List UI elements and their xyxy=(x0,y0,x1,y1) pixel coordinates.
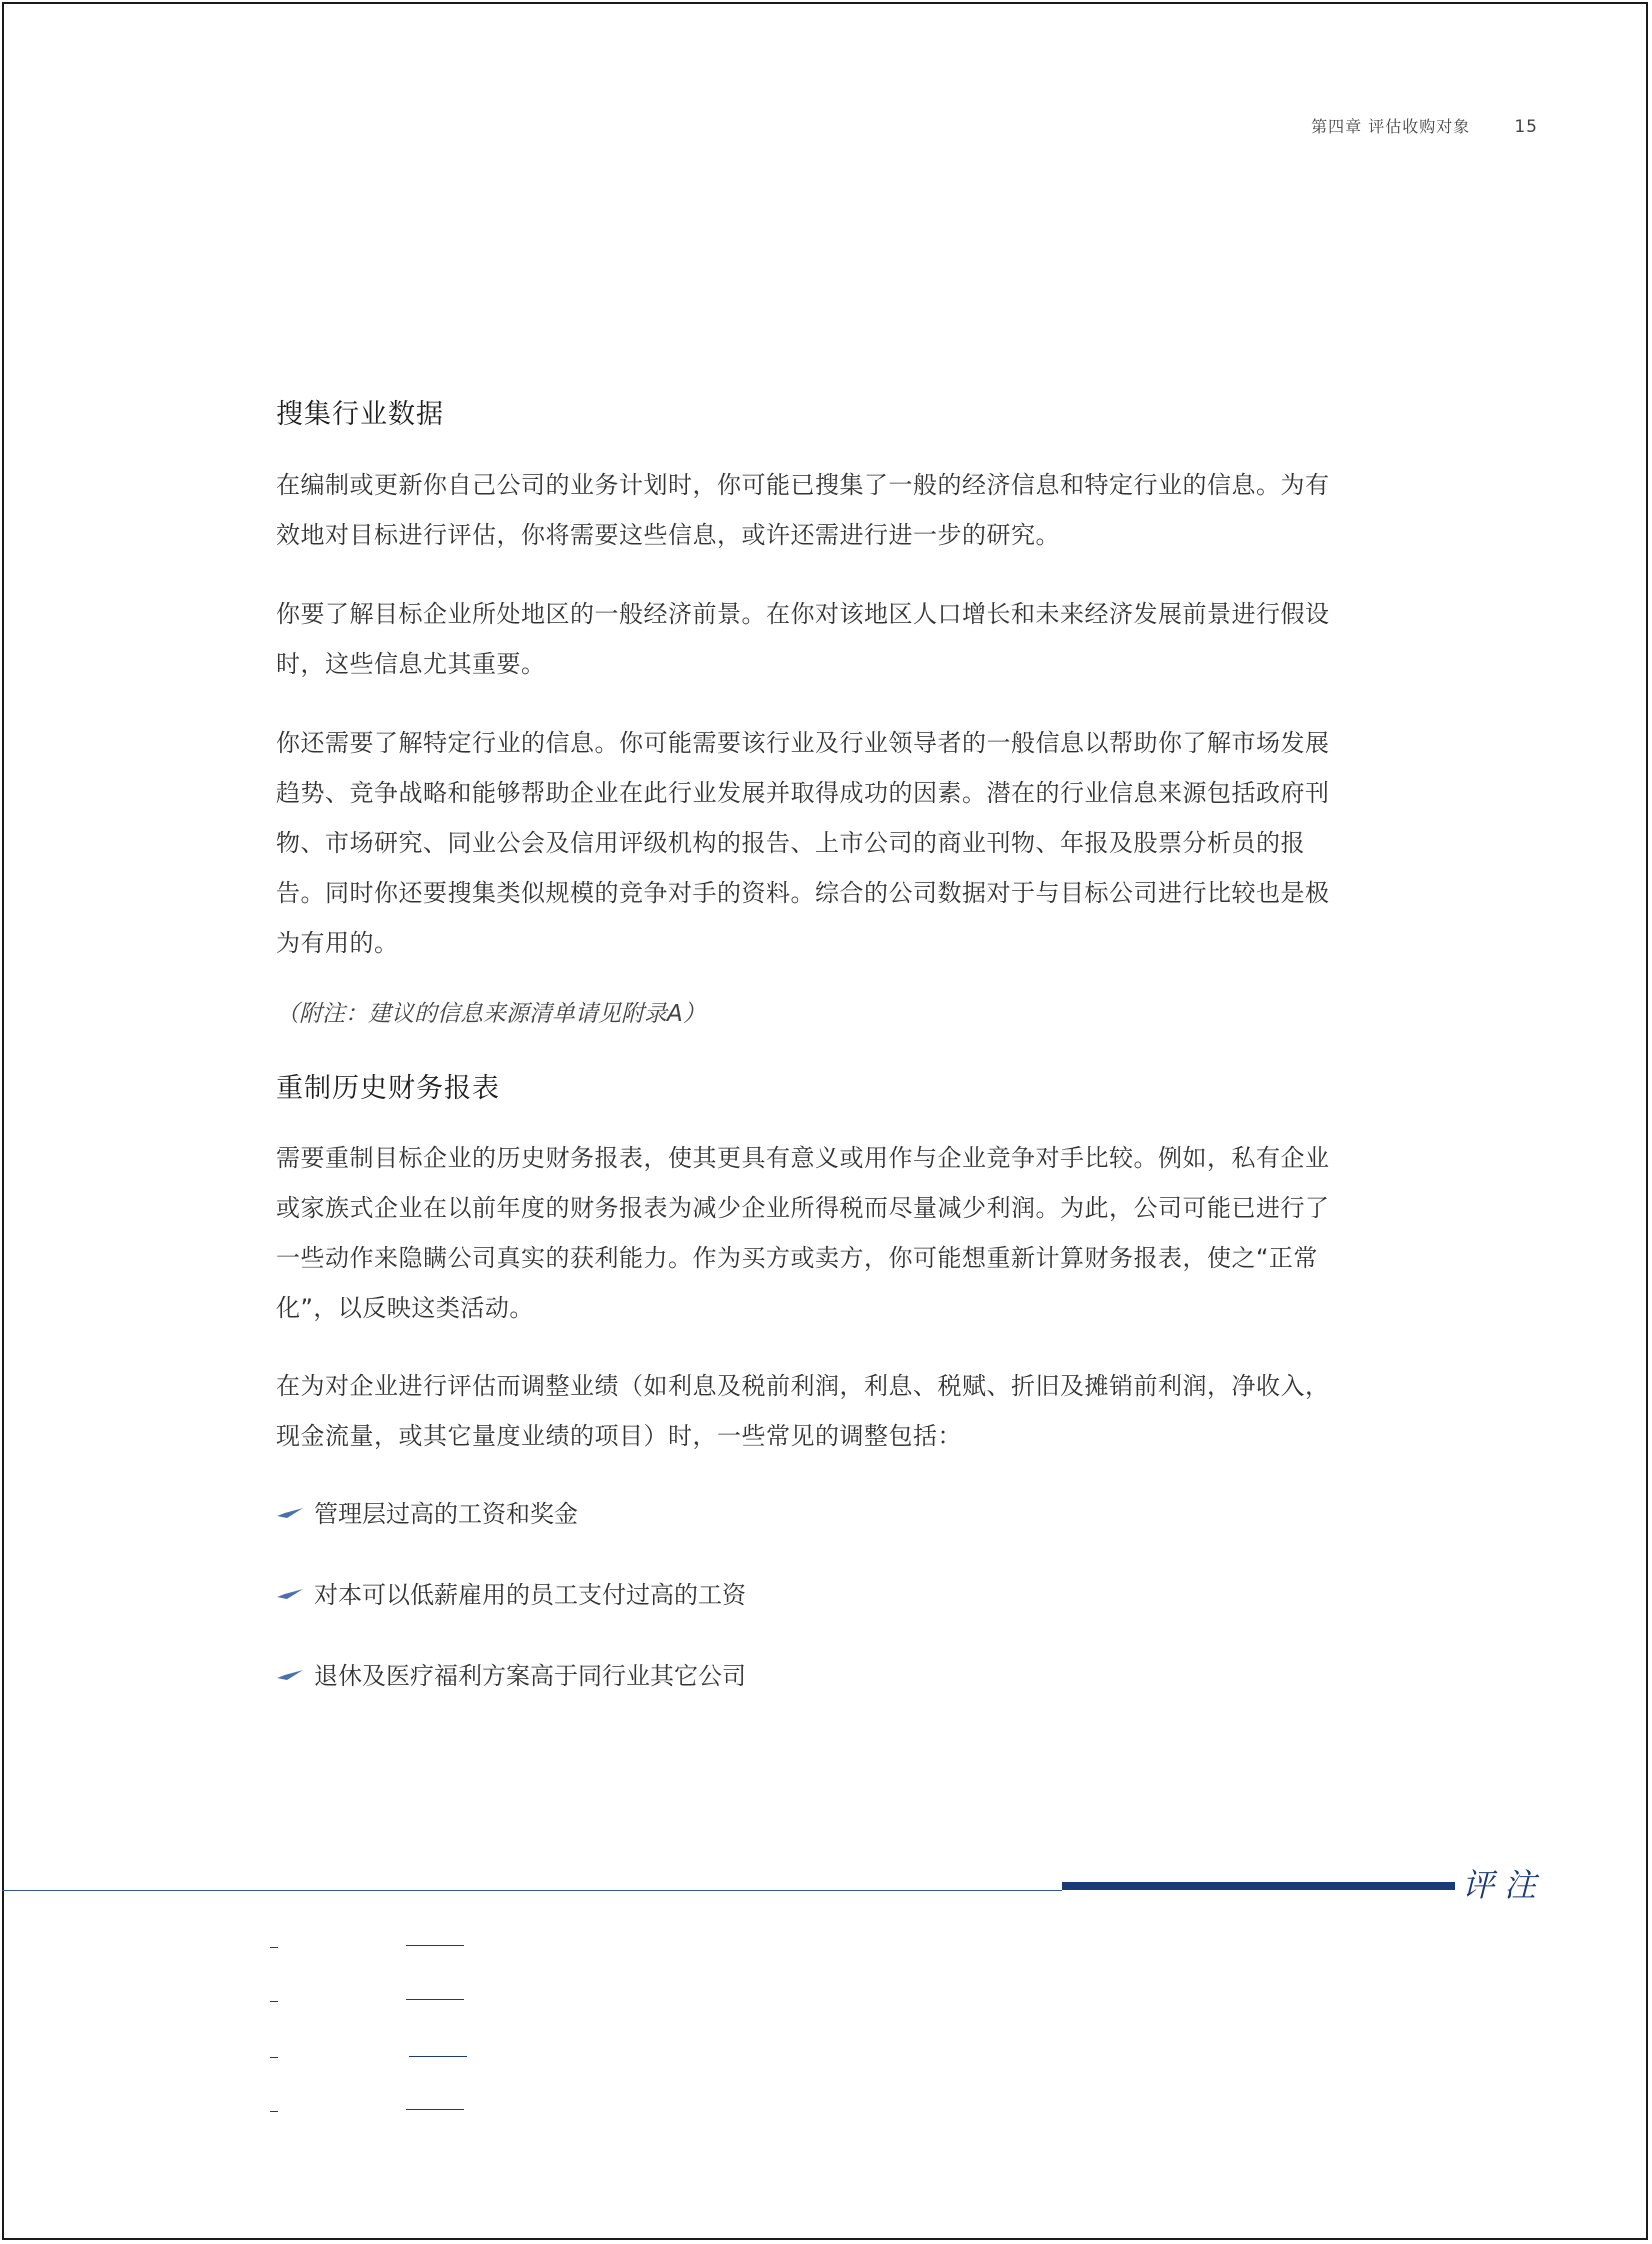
paragraph: 在编制或更新你自己公司的业务计划时，你可能已搜集了一般的经济信息和特定行业的信息。为有效地对目标进行评估，你将需要这些信息，或许还需进行进一步的研究。 xyxy=(276,471,1330,549)
list-item-text: 管理层过高的工资和奖金 xyxy=(314,1499,578,1528)
note-line-long xyxy=(406,1945,464,1946)
running-header xyxy=(1311,114,1538,137)
notes-title: 评注 xyxy=(1462,1866,1547,1904)
list-item-text: 对本可以低薪雇用的员工支付过高的工资 xyxy=(314,1580,746,1609)
list-item xyxy=(276,1653,1346,1693)
page-number: 15 xyxy=(1514,117,1538,137)
list-item xyxy=(276,1572,1346,1612)
section-heading-restate-financials: 重制历史财务报表 xyxy=(276,1073,500,1104)
main-content xyxy=(276,380,1346,1734)
arrow-bullet-icon xyxy=(276,1664,304,1682)
paragraph: 需要重制目标企业的历史财务报表，使其更具有意义或用作与企业竞争对手比较。例如，私有企业或家族式企业在以前年度的财务报表为减少企业所得税而尽量减少利润。为此，公司可能已进行了一些动作来隐瞒公司真实的获利能力。作为买方或卖方，你可能想重新计算财务报表，使之“正常化”，以反映这类活动。 xyxy=(276,1144,1330,1322)
arrow-bullet-icon xyxy=(276,1502,304,1520)
list-item xyxy=(276,1491,1346,1531)
appendix-note: （附注：建议的信息来源清单请见附录A） xyxy=(276,1001,706,1027)
paragraph: 你还需要了解特定行业的信息。你可能需要该行业及行业领导者的一般信息以帮助你了解市场发展趋势、竞争战略和能够帮助企业在此行业发展并取得成功的因素。潜在的行业信息来源包括政府刊物、市场研究、同业公会及信用评级机构的报告、上市公司的商业刊物、年报及股票分析员的报告。同时你还要搜集类似规模的竞争对手的资料。综合的公司数据对于与目标公司进行比较也是极为有用的。 xyxy=(276,729,1330,957)
footer-divider-thick xyxy=(1062,1882,1455,1890)
note-line-short xyxy=(270,1947,278,1948)
adjustment-list xyxy=(276,1491,1346,1693)
section-heading-industry-data: 搜集行业数据 xyxy=(276,399,444,430)
arrow-bullet-icon xyxy=(276,1583,304,1601)
note-line-long xyxy=(406,2109,464,2110)
footer-divider-thin xyxy=(2,1890,1062,1891)
chapter-title: 第四章 评估收购对象 xyxy=(1311,117,1471,136)
paragraph: 在为对企业进行评估而调整业绩（如利息及税前利润，利息、税赋、折旧及摊销前利润，净收入，现金流量，或其它量度业绩的项目）时，一些常见的调整包括： xyxy=(276,1372,1330,1450)
note-line-short xyxy=(270,2111,278,2112)
note-line-long xyxy=(406,1999,464,2000)
note-line-short xyxy=(270,2057,278,2058)
paragraph: 你要了解目标企业所处地区的一般经济前景。在你对该地区人口增长和未来经济发展前景进行假设时，这些信息尤其重要。 xyxy=(276,600,1330,678)
note-line-short xyxy=(270,2001,278,2002)
list-item-text: 退休及医疗福利方案高于同行业其它公司 xyxy=(314,1661,746,1690)
note-line-long xyxy=(409,2056,467,2057)
